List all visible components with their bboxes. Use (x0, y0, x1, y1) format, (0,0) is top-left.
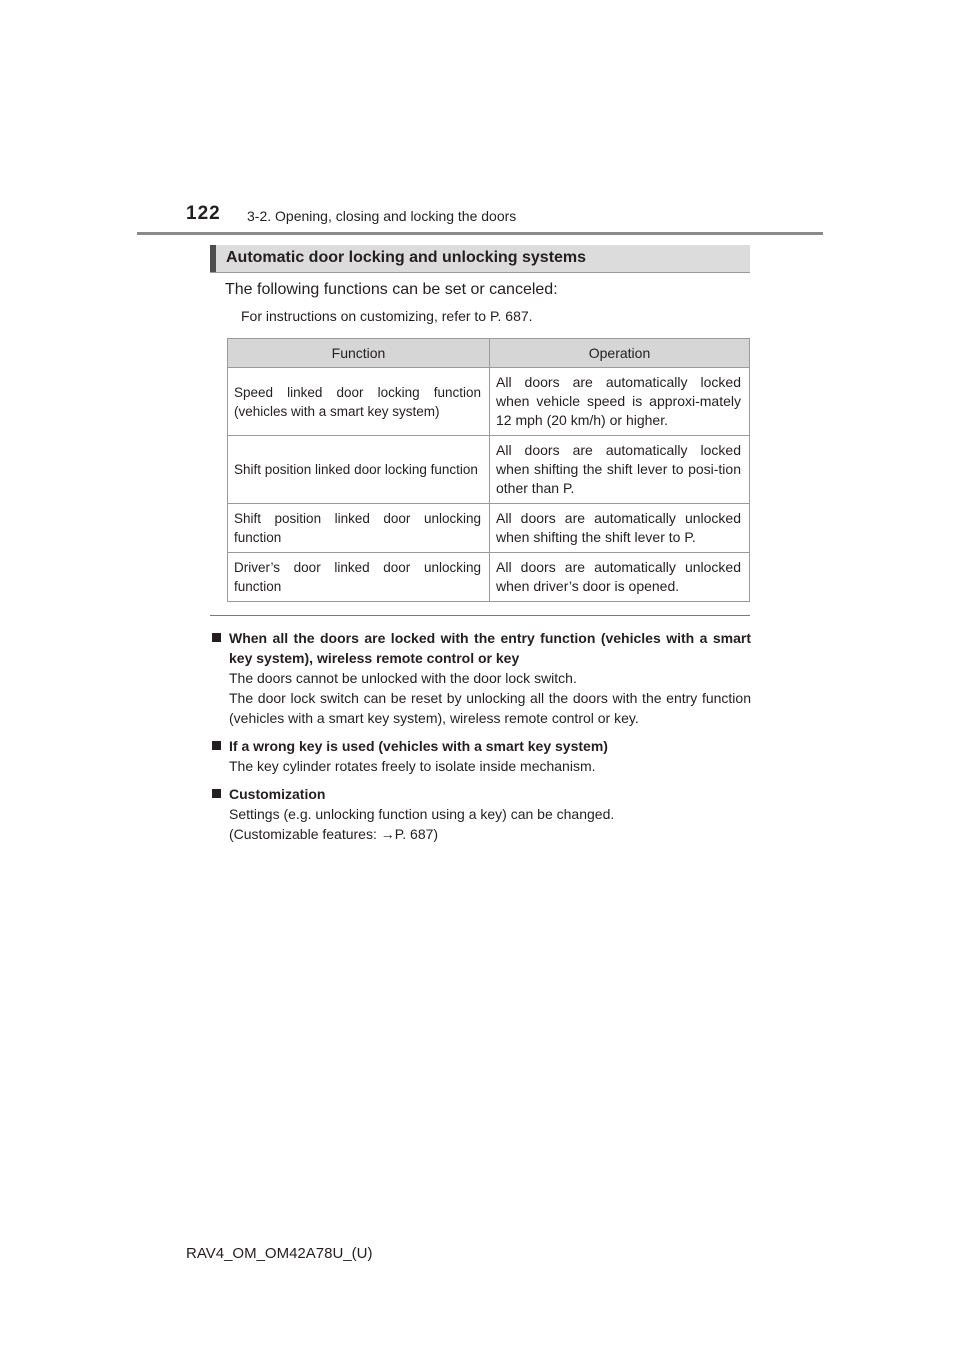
page-number: 122 (186, 203, 221, 224)
header-divider (137, 232, 823, 235)
note-body (211, 668, 751, 728)
table-header-function: Function (228, 339, 490, 368)
table-row (228, 553, 750, 602)
note-line: The doors cannot be unlocked with the door lock switch. (229, 670, 577, 686)
notes-divider (210, 615, 750, 616)
section-title: 3-2. Opening, closing and locking the doors (247, 208, 517, 224)
note-item (211, 736, 751, 776)
section-heading (210, 245, 750, 273)
note-line: The key cylinder rotates freely to isolate inside mechanism. (229, 758, 596, 774)
table-cell-operation: All doors are automatically locked when vehicle speed is approxi-mately 12 mph (20 km/h) or higher. (490, 368, 750, 436)
intro-text: The following functions can be set or canceled: (225, 281, 558, 298)
note-title-text: When all the doors are locked with the entry function (vehicles with a smart key system), wireless remote control or key (229, 630, 751, 666)
note-line: The door lock switch can be reset by unlocking all the doors with the entry function (vehicles with a smart key system), wireless remote control or key. (229, 690, 751, 726)
note-line: Settings (e.g. unlocking function using a key) can be changed. (229, 806, 615, 822)
table-cell-operation: All doors are automatically unlocked when driver’s door is opened. (490, 553, 750, 602)
square-bullet-icon (212, 741, 221, 750)
note-title (211, 736, 751, 756)
table-cell-function: Shift position linked door locking function (228, 436, 490, 504)
notes-section (211, 628, 751, 852)
table-cell-function: Shift position linked door unlocking function (228, 504, 490, 553)
note-item (211, 628, 751, 728)
table-row (228, 436, 750, 504)
note-title (211, 628, 751, 668)
section-heading-text: Automatic door locking and unlocking systems (226, 249, 587, 266)
customize-note: For instructions on customizing, refer to P. 687. (241, 308, 533, 324)
note-title-text: If a wrong key is used (vehicles with a smart key system) (229, 738, 608, 754)
heading-marker (210, 245, 216, 272)
note-title-text: Customization (229, 786, 326, 802)
table-header-operation: Operation (490, 339, 750, 368)
table-cell-function: Driver’s door linked door unlocking function (228, 553, 490, 602)
table-header-row (228, 339, 750, 368)
table-cell-operation: All doors are automatically locked when shifting the shift lever to posi-tion other than P. (490, 436, 750, 504)
square-bullet-icon (212, 789, 221, 798)
page-footer: RAV4_OM_OM42A78U_(U) (186, 1245, 373, 1262)
note-item (211, 784, 751, 844)
table-row (228, 368, 750, 436)
function-table (227, 338, 750, 602)
note-line: (Customizable features: →P. 687) (229, 826, 439, 842)
square-bullet-icon (212, 633, 221, 642)
table-row (228, 504, 750, 553)
table-cell-operation: All doors are automatically unlocked when shifting the shift lever to P. (490, 504, 750, 553)
page-header (0, 0, 960, 236)
table-cell-function: Speed linked door locking function (vehicles with a smart key system) (228, 368, 490, 436)
note-title (211, 784, 751, 804)
note-body (211, 756, 751, 776)
note-body (211, 804, 751, 844)
